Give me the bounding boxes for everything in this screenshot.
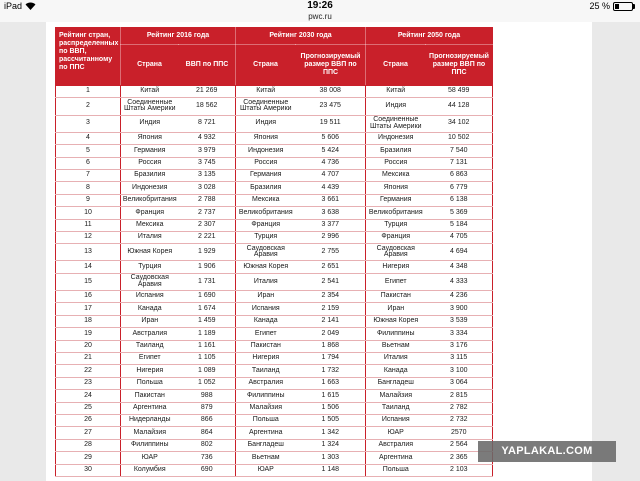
country-2050-cell: Польша	[366, 464, 426, 476]
gdp-2016-cell: 1 929	[179, 244, 236, 261]
address-bar-url[interactable]: pwc.ru	[308, 12, 332, 21]
rank-cell: 16	[56, 291, 121, 303]
gdp-rating-table	[55, 27, 493, 477]
country-2030-cell: Бангладеш	[236, 439, 296, 451]
table-row	[56, 157, 493, 169]
gdp-2030-cell: 4 707	[296, 169, 366, 181]
wifi-icon	[25, 2, 36, 10]
country-2016-cell: Италия	[121, 231, 179, 243]
country-2030-cell: Таиланд	[236, 365, 296, 377]
table-row	[56, 273, 493, 290]
gdp-2030-cell: 1 868	[296, 340, 366, 352]
gdp-2050-cell: 6 138	[426, 194, 493, 206]
gdp-2050-cell: 58 499	[426, 86, 493, 98]
gdp-2050-cell: 4 333	[426, 273, 493, 290]
group-2030-header: Рейтинг 2030 года	[236, 28, 366, 45]
gdp-2050-cell: 2 103	[426, 464, 493, 476]
country-2050-cell: Соединенные Штаты Америки	[366, 115, 426, 132]
country-2016-cell: Саудовская Аравия	[121, 273, 179, 290]
rank-cell: 2	[56, 98, 121, 115]
country-2030-cell: Испания	[236, 303, 296, 315]
gdp-2030-cell: 5 606	[296, 132, 366, 144]
gdp-2016-cell: 864	[179, 427, 236, 439]
country-2050-cell: Испания	[366, 414, 426, 426]
gdp-2016-cell: 21 269	[179, 86, 236, 98]
country-2030-cell: Польша	[236, 414, 296, 426]
rank-cell: 5	[56, 145, 121, 157]
country-2016-cell: Испания	[121, 291, 179, 303]
gdp-2030-cell: 2 159	[296, 303, 366, 315]
country-2030-cell: Австралия	[236, 377, 296, 389]
gdp-2050-cell: 2 564	[426, 439, 493, 451]
country-2030-cell: Турция	[236, 231, 296, 243]
rank-cell: 6	[56, 157, 121, 169]
rank-cell: 1	[56, 86, 121, 98]
table-row	[56, 390, 493, 402]
table-row	[56, 145, 493, 157]
rank-cell: 27	[56, 427, 121, 439]
gdp-2016-cell: 1 674	[179, 303, 236, 315]
gdp-2016-header: ВВП по ППС	[179, 45, 236, 86]
country-2016-cell: Канада	[121, 303, 179, 315]
gdp-2016-cell: 3 028	[179, 182, 236, 194]
document-page	[46, 22, 592, 481]
country-2050-cell: Китай	[366, 86, 426, 98]
rank-cell: 30	[56, 464, 121, 476]
gdp-2016-cell: 3 979	[179, 145, 236, 157]
rank-cell: 8	[56, 182, 121, 194]
country-2030-header: Страна	[236, 45, 296, 86]
gdp-2016-cell: 1 052	[179, 377, 236, 389]
gdp-2050-cell: 2 365	[426, 452, 493, 464]
country-2050-cell: Бангладеш	[366, 377, 426, 389]
gdp-2050-cell: 2 732	[426, 414, 493, 426]
country-2016-cell: Франция	[121, 207, 179, 219]
table-row	[56, 86, 493, 98]
country-2016-cell: Малайзия	[121, 427, 179, 439]
gdp-2016-cell: 1 731	[179, 273, 236, 290]
rank-cell: 24	[56, 390, 121, 402]
battery-icon	[613, 2, 633, 11]
gdp-2016-cell: 4 932	[179, 132, 236, 144]
gdp-2016-cell: 1 690	[179, 291, 236, 303]
country-2016-cell: Филиппины	[121, 439, 179, 451]
country-2016-cell: Египет	[121, 353, 179, 365]
country-2016-cell: Китай	[121, 86, 179, 98]
gdp-2030-cell: 1 505	[296, 414, 366, 426]
table-row	[56, 231, 493, 243]
country-2050-cell: Малайзия	[366, 390, 426, 402]
group-2050-header: Рейтинг 2050 года	[366, 28, 493, 45]
gdp-2050-cell: 3 100	[426, 365, 493, 377]
gdp-2016-cell: 866	[179, 414, 236, 426]
rank-cell: 25	[56, 402, 121, 414]
table-row	[56, 219, 493, 231]
rank-cell: 20	[56, 340, 121, 352]
table-row	[56, 182, 493, 194]
gdp-2030-cell: 2 996	[296, 231, 366, 243]
table-row	[56, 194, 493, 206]
country-2030-cell: Филиппины	[236, 390, 296, 402]
gdp-2030-cell: 2 049	[296, 328, 366, 340]
rank-cell: 23	[56, 377, 121, 389]
country-2030-cell: Мексика	[236, 194, 296, 206]
gdp-2016-cell: 3 745	[179, 157, 236, 169]
table-row	[56, 377, 493, 389]
gdp-2050-cell: 2 782	[426, 402, 493, 414]
country-2050-cell: Германия	[366, 194, 426, 206]
clock-time: 19:26	[307, 0, 333, 11]
gdp-2030-cell: 1 342	[296, 427, 366, 439]
gdp-2030-cell: 2 755	[296, 244, 366, 261]
gdp-2016-cell: 1 161	[179, 340, 236, 352]
country-2050-cell: Индонезия	[366, 132, 426, 144]
table-row	[56, 261, 493, 273]
rank-cell: 3	[56, 115, 121, 132]
rank-cell: 12	[56, 231, 121, 243]
status-bar	[0, 0, 640, 22]
country-2050-cell: Мексика	[366, 169, 426, 181]
gdp-2030-cell: 2 354	[296, 291, 366, 303]
country-2016-cell: Польша	[121, 377, 179, 389]
table-row	[56, 207, 493, 219]
country-2050-cell: Египет	[366, 273, 426, 290]
gdp-2050-cell: 3 334	[426, 328, 493, 340]
gdp-2016-cell: 1 089	[179, 365, 236, 377]
country-2050-header: Страна	[366, 45, 426, 86]
country-2050-cell: Бразилия	[366, 145, 426, 157]
gdp-2030-cell: 1 324	[296, 439, 366, 451]
country-2030-cell: Япония	[236, 132, 296, 144]
gdp-2030-cell: 23 475	[296, 98, 366, 115]
gdp-2050-cell: 3 539	[426, 315, 493, 327]
gdp-2050-cell: 7 131	[426, 157, 493, 169]
table-row	[56, 115, 493, 132]
country-2050-cell: Индия	[366, 98, 426, 115]
country-2016-cell: Соединенные Штаты Америки	[121, 98, 179, 115]
gdp-2030-cell: 1 732	[296, 365, 366, 377]
gdp-2050-cell: 10 502	[426, 132, 493, 144]
gdp-2050-cell: 3 115	[426, 353, 493, 365]
group-2016-header: Рейтинг 2016 года	[121, 28, 236, 45]
country-2030-cell: Соединенные Штаты Америки	[236, 98, 296, 115]
gdp-2050-cell: 4 236	[426, 291, 493, 303]
gdp-2050-cell: 3 900	[426, 303, 493, 315]
table-row	[56, 452, 493, 464]
rank-cell: 14	[56, 261, 121, 273]
gdp-2050-cell: 5 184	[426, 219, 493, 231]
gdp-2050-cell: 2570	[426, 427, 493, 439]
country-2016-cell: Россия	[121, 157, 179, 169]
country-2030-cell: Иран	[236, 291, 296, 303]
country-2030-cell: Саудовская Аравия	[236, 244, 296, 261]
gdp-2050-cell: 44 128	[426, 98, 493, 115]
gdp-2030-cell: 5 424	[296, 145, 366, 157]
gdp-2016-cell: 2 307	[179, 219, 236, 231]
country-2050-cell: ЮАР	[366, 427, 426, 439]
rank-cell: 29	[56, 452, 121, 464]
device-name: iPad	[4, 1, 23, 11]
gdp-2016-cell: 802	[179, 439, 236, 451]
gdp-2030-cell: 1 663	[296, 377, 366, 389]
country-2050-cell: Франция	[366, 231, 426, 243]
rank-column-header: Рейтинг стран, распределенных по ВВП, рассчитанному по ППС	[56, 28, 121, 86]
country-2050-cell: Саудовская Аравия	[366, 244, 426, 261]
country-2016-cell: Индия	[121, 115, 179, 132]
gdp-2050-cell: 4 694	[426, 244, 493, 261]
country-2016-cell: Великобритания	[121, 194, 179, 206]
gdp-2050-cell: 6 779	[426, 182, 493, 194]
country-2050-cell: Пакистан	[366, 291, 426, 303]
gdp-2016-cell: 1 906	[179, 261, 236, 273]
gdp-2030-cell: 19 511	[296, 115, 366, 132]
gdp-2016-cell: 879	[179, 402, 236, 414]
table-row	[56, 291, 493, 303]
gdp-2030-cell: 1 615	[296, 390, 366, 402]
country-2016-cell: Мексика	[121, 219, 179, 231]
table-body	[56, 86, 493, 477]
country-2030-cell: Египет	[236, 328, 296, 340]
country-2030-cell: Пакистан	[236, 340, 296, 352]
gdp-2050-cell: 2 815	[426, 390, 493, 402]
country-2030-cell: Великобритания	[236, 207, 296, 219]
gdp-2030-cell: 4 736	[296, 157, 366, 169]
country-2030-cell: ЮАР	[236, 464, 296, 476]
table-header	[56, 28, 493, 86]
table-row	[56, 427, 493, 439]
gdp-2016-cell: 988	[179, 390, 236, 402]
country-2050-cell: Япония	[366, 182, 426, 194]
country-2050-cell: Таиланд	[366, 402, 426, 414]
country-2016-cell: Колумбия	[121, 464, 179, 476]
gdp-2050-cell: 3 176	[426, 340, 493, 352]
country-2030-cell: Италия	[236, 273, 296, 290]
country-2030-cell: Малайзия	[236, 402, 296, 414]
country-2050-cell: Великобритания	[366, 207, 426, 219]
country-2050-cell: Вьетнам	[366, 340, 426, 352]
gdp-2016-cell: 736	[179, 452, 236, 464]
gdp-2030-cell: 2 541	[296, 273, 366, 290]
country-2050-cell: Австралия	[366, 439, 426, 451]
gdp-2050-cell: 4 705	[426, 231, 493, 243]
gdp-2030-cell: 3 638	[296, 207, 366, 219]
gdp-2050-cell: 34 102	[426, 115, 493, 132]
gdp-2050-cell: 3 064	[426, 377, 493, 389]
gdp-2016-cell: 3 135	[179, 169, 236, 181]
gdp-2030-cell: 1 506	[296, 402, 366, 414]
rank-cell: 15	[56, 273, 121, 290]
country-2016-cell: Таиланд	[121, 340, 179, 352]
country-2050-cell: Турция	[366, 219, 426, 231]
country-2050-cell: Южная Корея	[366, 315, 426, 327]
country-2016-cell: Турция	[121, 261, 179, 273]
rank-cell: 10	[56, 207, 121, 219]
country-2030-cell: Индия	[236, 115, 296, 132]
battery-level-fill	[615, 4, 619, 9]
gdp-2016-cell: 8 721	[179, 115, 236, 132]
country-2016-cell: ЮАР	[121, 452, 179, 464]
country-2050-cell: Филиппины	[366, 328, 426, 340]
gdp-2016-cell: 1 189	[179, 328, 236, 340]
battery-tip	[633, 4, 635, 9]
country-2030-cell: Германия	[236, 169, 296, 181]
gdp-2016-cell: 1 105	[179, 353, 236, 365]
gdp-2030-cell: 4 439	[296, 182, 366, 194]
gdp-2030-cell: 1 303	[296, 452, 366, 464]
country-2016-cell: Иран	[121, 315, 179, 327]
country-2016-cell: Бразилия	[121, 169, 179, 181]
gdp-2050-header: Прогнозируемый размер ВВП по ППС	[426, 45, 493, 86]
country-2016-cell: Австралия	[121, 328, 179, 340]
gdp-2016-cell: 2 221	[179, 231, 236, 243]
country-2050-cell: Нигерия	[366, 261, 426, 273]
gdp-2030-cell: 3 377	[296, 219, 366, 231]
country-2030-cell: Канада	[236, 315, 296, 327]
country-2030-cell: Аргентина	[236, 427, 296, 439]
rank-cell: 9	[56, 194, 121, 206]
rank-cell: 19	[56, 328, 121, 340]
table-row	[56, 464, 493, 476]
country-2030-cell: Южная Корея	[236, 261, 296, 273]
country-2016-cell: Индонезия	[121, 182, 179, 194]
battery-percentage: 25 %	[589, 1, 610, 11]
table-row	[56, 303, 493, 315]
rank-cell: 28	[56, 439, 121, 451]
gdp-2016-cell: 18 562	[179, 98, 236, 115]
gdp-2016-cell: 2 737	[179, 207, 236, 219]
country-2016-cell: Германия	[121, 145, 179, 157]
country-2050-cell: Канада	[366, 365, 426, 377]
table-row	[56, 328, 493, 340]
gdp-2030-cell: 3 661	[296, 194, 366, 206]
country-2030-cell: Франция	[236, 219, 296, 231]
gdp-2016-cell: 2 788	[179, 194, 236, 206]
gdp-2050-cell: 4 348	[426, 261, 493, 273]
country-2030-cell: Россия	[236, 157, 296, 169]
watermark: YAPLAKAL.COM	[478, 441, 616, 462]
country-2016-header: Страна	[121, 45, 179, 86]
table-row	[56, 340, 493, 352]
table-row	[56, 402, 493, 414]
country-2016-cell: Нидерланды	[121, 414, 179, 426]
gdp-2016-cell: 1 459	[179, 315, 236, 327]
rank-cell: 22	[56, 365, 121, 377]
country-2050-cell: Аргентина	[366, 452, 426, 464]
rank-cell: 4	[56, 132, 121, 144]
table-row	[56, 98, 493, 115]
gdp-2030-cell: 1 148	[296, 464, 366, 476]
country-2016-cell: Аргентина	[121, 402, 179, 414]
rank-cell: 13	[56, 244, 121, 261]
table-row	[56, 315, 493, 327]
gdp-2030-header: Прогнозируемый размер ВВП по ППС	[296, 45, 366, 86]
country-2030-cell: Нигерия	[236, 353, 296, 365]
rank-cell: 18	[56, 315, 121, 327]
country-2030-cell: Вьетнам	[236, 452, 296, 464]
gdp-2016-cell: 690	[179, 464, 236, 476]
gdp-2050-cell: 5 369	[426, 207, 493, 219]
gdp-2030-cell: 38 008	[296, 86, 366, 98]
gdp-2050-cell: 6 863	[426, 169, 493, 181]
country-2016-cell: Япония	[121, 132, 179, 144]
rank-cell: 7	[56, 169, 121, 181]
rank-cell: 11	[56, 219, 121, 231]
table-row	[56, 132, 493, 144]
country-2016-cell: Пакистан	[121, 390, 179, 402]
table-row	[56, 353, 493, 365]
country-2050-cell: Иран	[366, 303, 426, 315]
rank-cell: 26	[56, 414, 121, 426]
country-2050-cell: Италия	[366, 353, 426, 365]
gdp-2050-cell: 7 540	[426, 145, 493, 157]
gdp-2030-cell: 1 794	[296, 353, 366, 365]
gdp-2030-cell: 2 651	[296, 261, 366, 273]
table-row	[56, 414, 493, 426]
country-2016-cell: Южная Корея	[121, 244, 179, 261]
rank-cell: 21	[56, 353, 121, 365]
country-2016-cell: Нигерия	[121, 365, 179, 377]
table-row	[56, 365, 493, 377]
country-2030-cell: Бразилия	[236, 182, 296, 194]
gdp-2030-cell: 2 141	[296, 315, 366, 327]
table-row	[56, 439, 493, 451]
country-2050-cell: Россия	[366, 157, 426, 169]
table-row	[56, 244, 493, 261]
country-2030-cell: Индонезия	[236, 145, 296, 157]
rank-cell: 17	[56, 303, 121, 315]
table-row	[56, 169, 493, 181]
country-2030-cell: Китай	[236, 86, 296, 98]
